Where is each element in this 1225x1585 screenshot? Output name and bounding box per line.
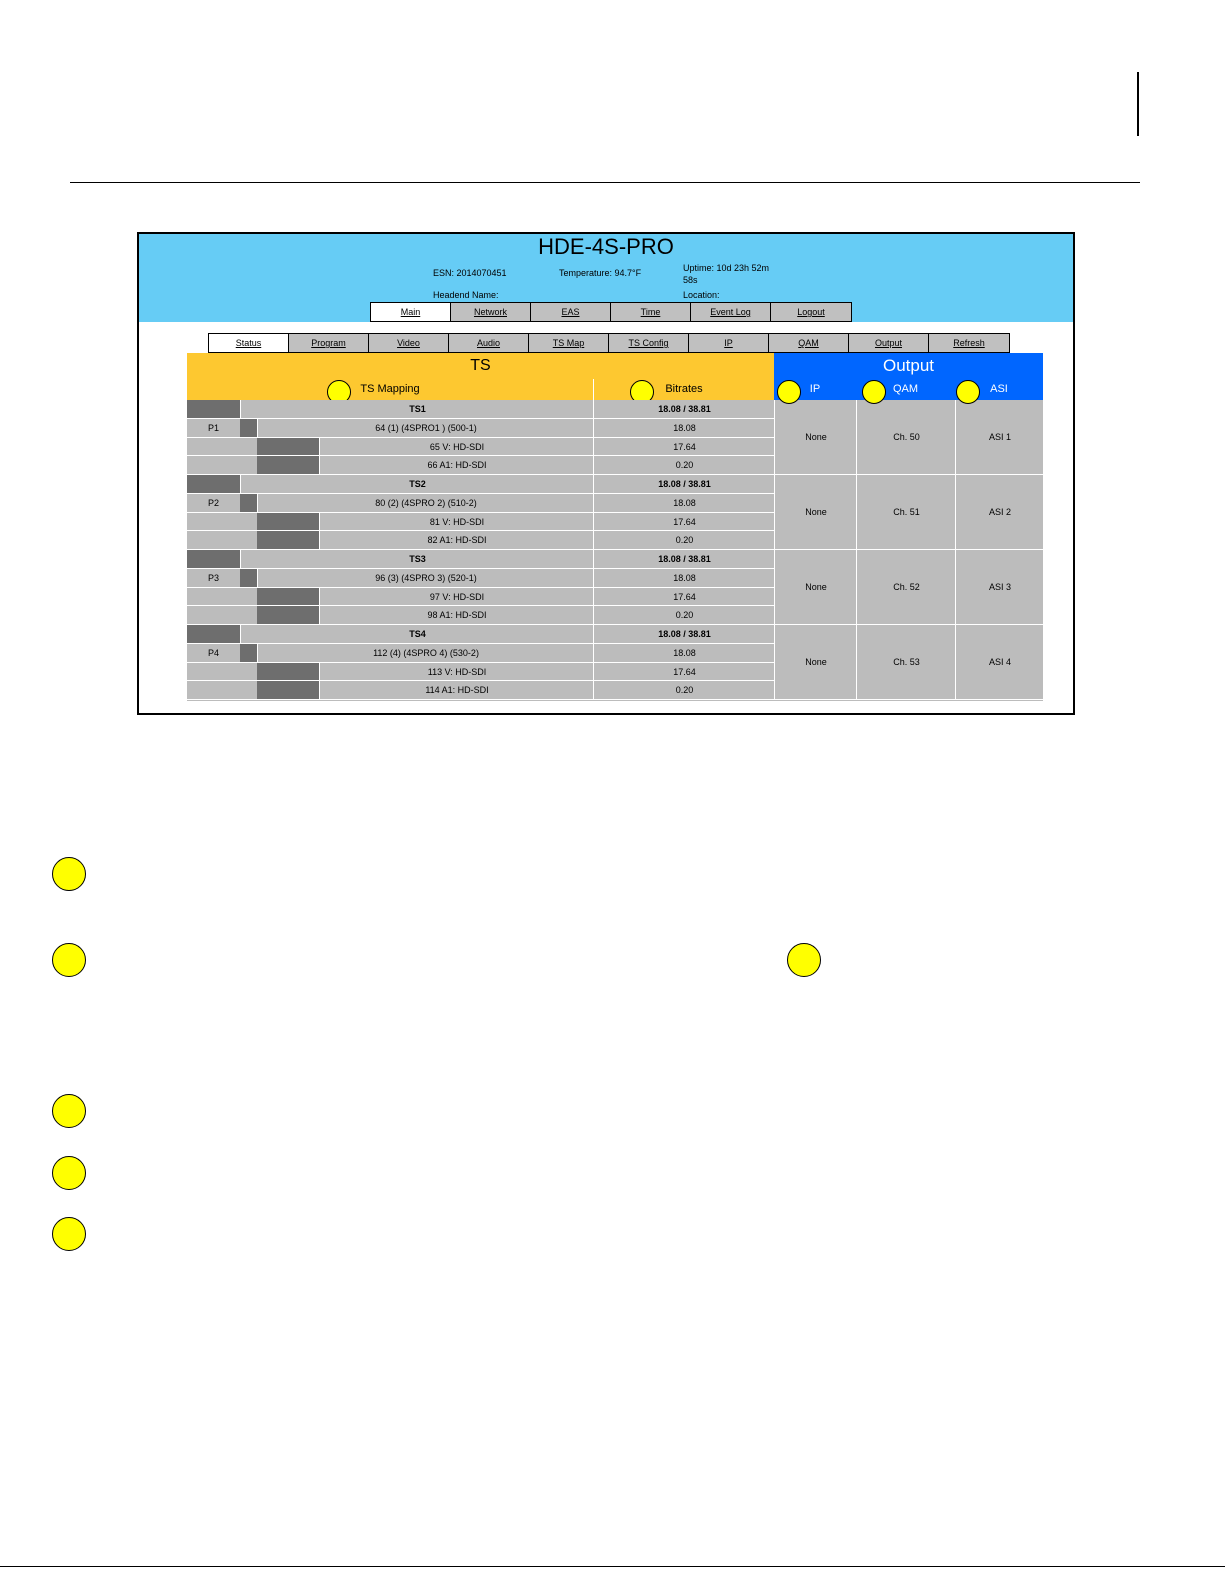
audio-row-block [257,531,319,549]
uptime-value: Uptime: 10d 23h 52m [683,263,770,273]
subtab-video[interactable]: Video [369,334,449,352]
video-row [187,513,774,532]
video-row-mapping: 113 V: HD-SDI [319,663,594,681]
audio-row [187,681,774,700]
video-row-block [257,513,319,531]
output-row [774,400,1043,475]
audio-row-mapping: 114 A1: HD-SDI [319,681,594,699]
output-asi: ASI 3 [955,550,1044,624]
temperature-label: Temperature: 94.7°F [559,268,642,278]
tab-event-log[interactable]: Event Log [691,303,771,321]
output-qam: Ch. 53 [856,625,956,699]
audio-row [187,606,774,625]
program-mapping: 80 (2) (4SPRO 2) (510-2) [257,494,594,512]
program-row [187,494,774,513]
ts-mapping-label: TS Mapping [360,383,420,395]
program-mapping: 96 (3) (4SPRO 3) (520-1) [257,569,594,587]
audio-row-bitrate: 0.20 [593,606,775,624]
qam-label: QAM [892,383,919,395]
video-row-bitrate: 17.64 [593,513,775,531]
tab-logout[interactable]: Logout [797,307,825,317]
output-row [774,475,1043,550]
ts-name: TS1 [240,400,594,418]
ip-label: IP [809,383,821,395]
audio-row-block [257,681,319,699]
video-row-bitrate: 17.64 [593,588,775,606]
ts-row [187,625,774,644]
subtab-audio[interactable]: Audio [449,334,529,352]
ts-block [187,400,240,418]
subtab-output[interactable]: Output [849,334,929,352]
ts-block [187,550,240,568]
callout-marker-2 [52,943,86,977]
ts-block [187,475,240,493]
device-status-screenshot [137,232,1075,715]
ts-name: TS3 [240,550,594,568]
video-row [187,663,774,682]
program-bitrate: 18.08 [593,569,775,587]
ts-bitrate: 18.08 / 38.81 [593,400,775,418]
device-title: HDE-4S-PRO [538,234,674,259]
audio-row [187,456,774,475]
video-row [187,588,774,607]
sub-nav [208,333,1010,353]
device-header [139,234,1073,322]
page-header-rule [70,182,1140,183]
page-corner-bar [1137,72,1139,136]
video-row-block [257,438,319,456]
output-qam: Ch. 52 [856,550,956,624]
program-mapping: 112 (4) (4SPRO 4) (530-2) [257,644,594,662]
ts-bitrate: 18.08 / 38.81 [593,475,775,493]
ts-name: TS2 [240,475,594,493]
asi-label: ASI [990,383,1008,395]
program-block [240,419,257,437]
audio-row-bitrate: 0.20 [593,456,775,474]
program-block [240,569,257,587]
program-label: P3 [207,572,219,583]
audio-row-mapping: 98 A1: HD-SDI [319,606,594,624]
program-mapping: 64 (1) (4SPRO1 ) (500-1) [257,419,594,437]
ts-row [187,475,774,494]
video-row-block [257,588,319,606]
audio-row-block [257,606,319,624]
output-row [774,550,1043,625]
output-qam: Ch. 51 [856,475,956,549]
status-panel [187,353,1043,701]
ts-block [187,625,240,643]
tab-network[interactable]: Network [451,303,531,321]
output-asi: ASI 4 [955,625,1044,699]
program-bitrate: 18.08 [593,644,775,662]
tab-time[interactable]: Time [611,303,691,321]
audio-row-bitrate: 0.20 [593,681,775,699]
bitrates-label: Bitrates [665,383,703,395]
uptime-label [683,262,769,286]
audio-row [187,531,774,550]
output-asi: ASI 1 [955,400,1044,474]
output-section-title: Output [774,353,1043,379]
ts-name: TS4 [240,625,594,643]
headend-name-label: Headend Name: [433,290,499,300]
program-row [187,569,774,588]
output-asi: ASI 2 [955,475,1044,549]
callout-marker-4 [52,1094,86,1128]
output-row [774,625,1043,700]
audio-row-bitrate: 0.20 [593,531,775,549]
output-ip: None [774,475,857,549]
subtab-ip[interactable]: IP [689,334,769,352]
output-qam: Ch. 50 [856,400,956,474]
video-row-bitrate: 17.64 [593,663,775,681]
output-ip: None [774,550,857,624]
esn-label: ESN: 2014070451 [433,268,507,278]
video-row-bitrate: 17.64 [593,438,775,456]
video-row-mapping: 81 V: HD-SDI [319,513,594,531]
main-nav [370,302,852,322]
video-row [187,438,774,457]
output-ip: None [774,625,857,699]
ts-rows [187,400,774,700]
location-label: Location: [683,290,720,300]
video-row-block [257,663,319,681]
program-label: P2 [207,497,219,508]
ts-mapping-header [187,379,593,400]
program-bitrate: 18.08 [593,419,775,437]
program-row [187,419,774,438]
program-block [240,494,257,512]
audio-row-mapping: 66 A1: HD-SDI [319,456,594,474]
page-footer-rule [0,1566,1225,1567]
callout-marker-5 [52,1156,86,1190]
ts-row [187,550,774,569]
subtab-ts-map[interactable]: TS Map [529,334,609,352]
tab-eas[interactable]: EAS [531,303,611,321]
output-ip: None [774,400,857,474]
subtab-ts-config[interactable]: TS Config [609,334,689,352]
audio-row-mapping: 82 A1: HD-SDI [319,531,594,549]
subtab-qam[interactable]: QAM [769,334,849,352]
ts-bitrate: 18.08 / 38.81 [593,625,775,643]
video-row-mapping: 65 V: HD-SDI [319,438,594,456]
subtab-refresh[interactable]: Refresh [953,338,985,348]
ts-section-title: TS [187,353,774,379]
ts-row [187,400,774,419]
callout-marker-3 [787,943,821,977]
ts-bitrate: 18.08 / 38.81 [593,550,775,568]
subtab-status[interactable]: Status [209,334,289,352]
subtab-program[interactable]: Program [289,334,369,352]
audio-row-block [257,456,319,474]
output-rows [774,400,1043,700]
program-bitrate: 18.08 [593,494,775,512]
uptime-value-cont: 58s [683,275,698,285]
video-row-mapping: 97 V: HD-SDI [319,588,594,606]
bitrates-header [593,379,774,400]
program-row [187,644,774,663]
program-label: P1 [207,422,219,433]
callout-marker-6 [52,1217,86,1251]
program-label: P4 [207,647,219,658]
program-block [240,644,257,662]
callout-marker-1 [52,857,86,891]
tab-main[interactable]: Main [371,303,451,321]
